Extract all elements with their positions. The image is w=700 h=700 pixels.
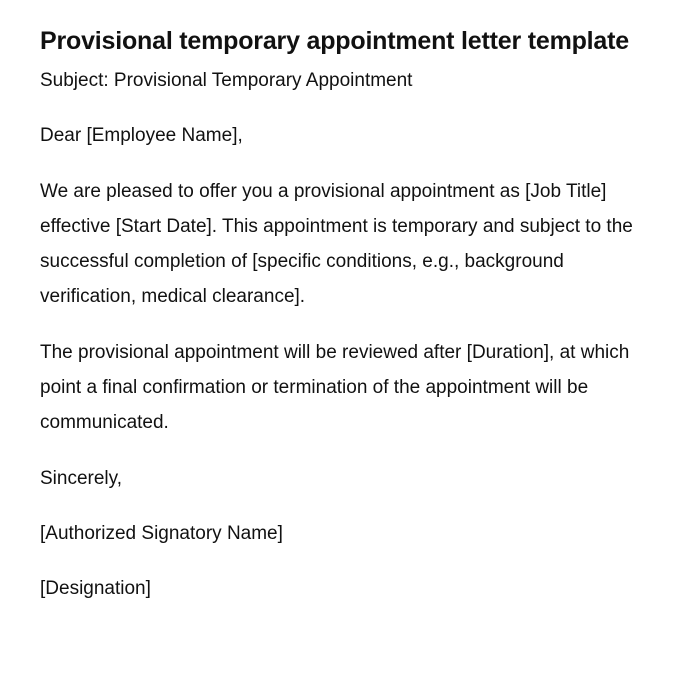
body-paragraph-review: The provisional appointment will be reviewed after [Duration], at which point a final confirmation or termination of the appointment will be communicated. — [40, 341, 630, 434]
document-title: Provisional temporary appointment letter template — [40, 27, 629, 55]
subject-line: Subject: Provisional Temporary Appointment — [40, 70, 413, 91]
letter-document — [40, 19, 645, 627]
body-paragraph-offer: We are pleased to offer you a provisional appointment as [Job Title] effective [Start Date]. This appointment is temporary and subject to the successful completion of [specific conditions, e.g., background verification, medical clearance]. — [40, 180, 633, 308]
signatory-name: [Authorized Signatory Name] — [40, 522, 283, 544]
designation: [Designation] — [40, 578, 151, 600]
closing: Sincerely, — [40, 467, 123, 489]
salutation: Dear [Employee Name], — [40, 125, 243, 147]
